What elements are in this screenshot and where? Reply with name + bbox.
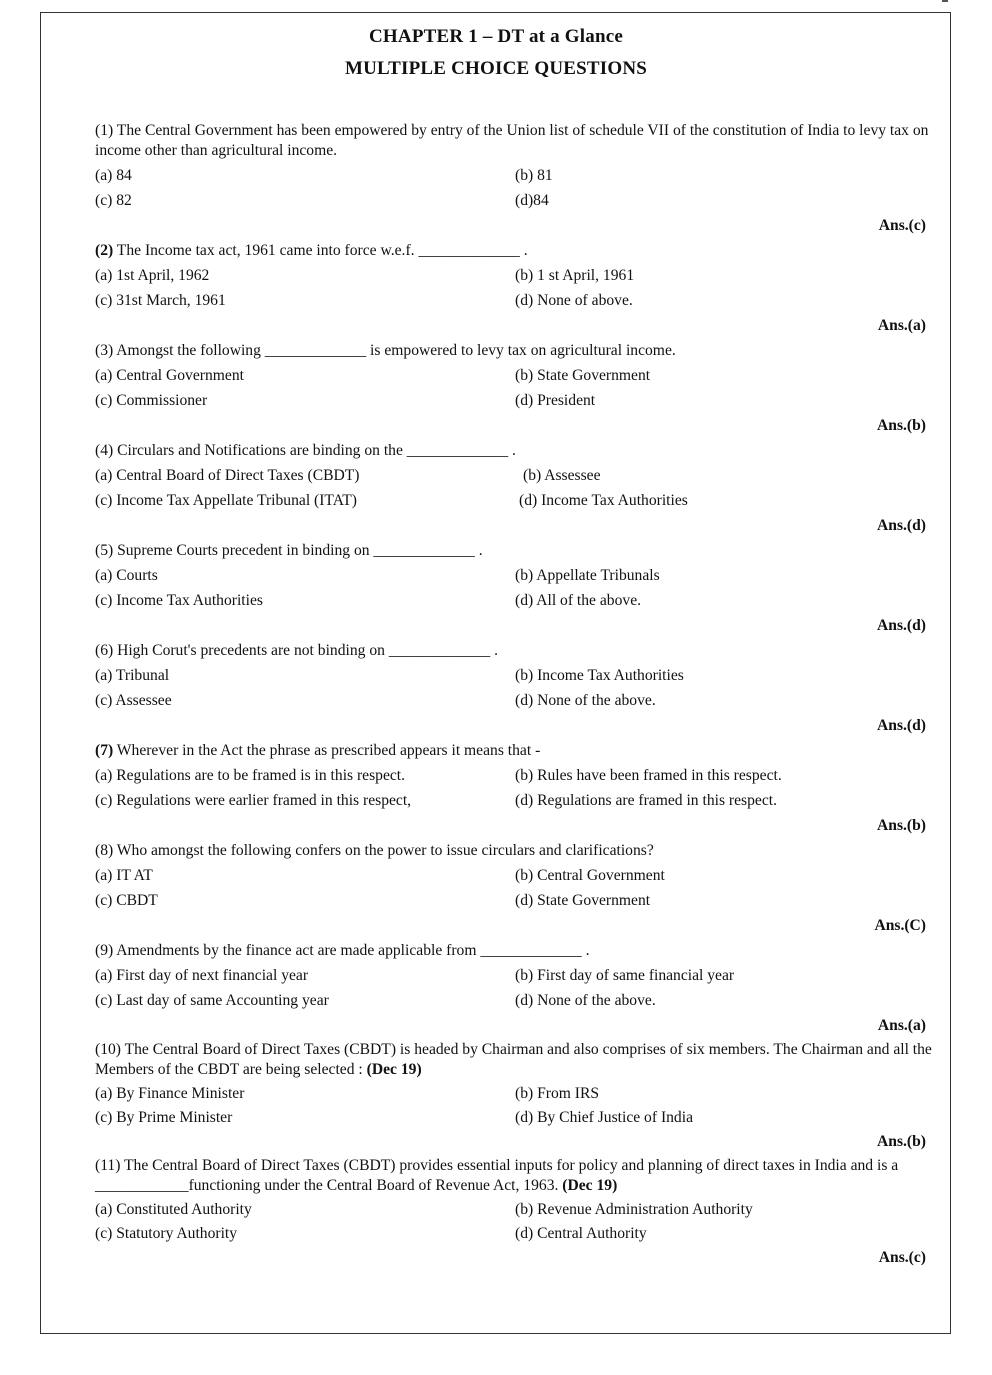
q7-number: (7)	[95, 742, 114, 759]
question-2-text	[95, 241, 935, 261]
q10-option-d: (d) By Chief Justice of India	[515, 1109, 693, 1126]
q7-option-b: (b) Rules have been framed in this respect.	[515, 767, 782, 784]
q5-option-c: (c) Income Tax Authorities	[95, 592, 263, 609]
q4-option-a: (a) Central Board of Direct Taxes (CBDT)	[95, 467, 360, 484]
question-9-text: (9) Amendments by the finance act are made applicable from _____________ .	[95, 942, 590, 959]
q10-body: (10) The Central Board of Direct Taxes (CBDT) is headed by Chairman and also comprises of six members. The Chairman and all the Members of the CBDT are being selected :	[95, 1041, 932, 1078]
q2-number: (2)	[95, 242, 114, 259]
q2-option-c: (c) 31st March, 1961	[95, 292, 226, 309]
q11-option-b: (b) Revenue Administration Authority	[515, 1201, 753, 1218]
q11-option-d: (d) Central Authority	[515, 1225, 647, 1242]
q11-tag: (Dec 19)	[562, 1177, 618, 1194]
page-border	[40, 12, 951, 1334]
q9-option-d: (d) None of the above.	[515, 992, 656, 1009]
q6-option-b: (b) Income Tax Authorities	[515, 667, 684, 684]
q6-option-d: (d) None of the above.	[515, 692, 656, 709]
question-6-text: (6) High Corut's precedents are not binding on _____________ .	[95, 642, 498, 659]
section-subtitle: MULTIPLE CHOICE QUESTIONS	[344, 58, 648, 79]
q6-option-a: (a) Tribunal	[95, 667, 170, 684]
q5-option-b: (b) Appellate Tribunals	[515, 567, 660, 584]
q9-option-a: (a) First day of next financial year	[95, 967, 309, 984]
q9-option-b: (b) First day of same financial year	[515, 967, 735, 984]
q7-option-d: (d) Regulations are framed in this respect.	[515, 792, 777, 809]
question-10-text	[95, 1040, 935, 1080]
question-4-text: (4) Circulars and Notifications are binding on the _____________ .	[95, 442, 516, 459]
q8-option-d: (d) State Government	[515, 892, 651, 909]
q10-option-c: (c) By Prime Minister	[95, 1109, 233, 1126]
q8-option-c: (c) CBDT	[95, 892, 158, 909]
q1-option-d: (d)84	[515, 192, 549, 209]
q9-answer: Ans.(a)	[877, 1017, 926, 1034]
q11-option-a: (a) Constituted Authority	[95, 1201, 252, 1218]
q2-option-b: (b) 1 st April, 1961	[515, 267, 635, 284]
q11-answer: Ans.(c)	[878, 1249, 926, 1266]
q6-option-c: (c) Assessee	[95, 692, 172, 709]
q3-option-a: (a) Central Government	[95, 367, 244, 384]
q4-option-c: (c) Income Tax Appellate Tribunal (ITAT)	[95, 492, 357, 509]
question-5-text: (5) Supreme Courts precedent in binding on _____________ .	[95, 542, 483, 559]
corner-mark	[942, 0, 948, 2]
q1-answer: Ans.(c)	[878, 217, 926, 234]
q2-answer: Ans.(a)	[877, 317, 926, 334]
q6-answer: Ans.(d)	[877, 717, 926, 734]
question-7-text	[95, 741, 935, 761]
q11-body: (11) The Central Board of Direct Taxes (CBDT) provides essential inputs for policy and planning of direct taxes in India and is a ____________functioning under the Central Board of Revenue Act, 1963.	[95, 1157, 899, 1194]
q5-option-d: (d) All of the above.	[515, 592, 642, 609]
q1-option-b: (b) 81	[515, 167, 553, 184]
q2-option-a: (a) 1st April, 1962	[95, 267, 210, 284]
q7-option-c: (c) Regulations were earlier framed in this respect,	[95, 792, 412, 809]
q8-answer: Ans.(C)	[874, 917, 926, 934]
question-1-text: (1) The Central Government has been empowered by entry of the Union list of schedule VII of the constitution of India to levy tax on income other than agricultural income.	[95, 122, 929, 159]
chapter-title: CHAPTER 1 – DT at a Glance	[369, 26, 623, 47]
q10-option-b: (b) From IRS	[515, 1085, 600, 1102]
q7-option-a: (a) Regulations are to be framed is in this respect.	[95, 767, 406, 784]
q4-answer: Ans.(d)	[877, 517, 926, 534]
q4-option-b: (b) Assessee	[523, 467, 601, 484]
q1-option-a: (a) 84	[95, 167, 132, 184]
q10-tag: (Dec 19)	[366, 1061, 422, 1078]
q3-option-d: (d) President	[515, 392, 596, 409]
question-11-text	[95, 1156, 935, 1196]
q3-option-b: (b) State Government	[515, 367, 651, 384]
q3-option-c: (c) Commissioner	[95, 392, 208, 409]
q5-option-a: (a) Courts	[95, 567, 158, 584]
question-8-text: (8) Who amongst the following confers on the power to issue circulars and clarifications?	[95, 842, 654, 859]
q10-answer: Ans.(b)	[877, 1133, 926, 1150]
q3-answer: Ans.(b)	[877, 417, 926, 434]
q7-answer: Ans.(b)	[877, 817, 926, 834]
q2-body: The Income tax act, 1961 came into force w.e.f. _____________ .	[113, 242, 528, 259]
question-3-text: (3) Amongst the following _____________ is empowered to levy tax on agricultural income.	[95, 342, 676, 359]
q4-option-d: (d) Income Tax Authorities	[519, 492, 688, 509]
q9-option-c: (c) Last day of same Accounting year	[95, 992, 329, 1009]
q7-body: Wherever in the Act the phrase as prescribed appears it means that -	[113, 742, 541, 759]
q5-answer: Ans.(d)	[877, 617, 926, 634]
q11-option-c: (c) Statutory Authority	[95, 1225, 238, 1242]
q8-option-b: (b) Central Government	[515, 867, 665, 884]
q2-option-d: (d) None of above.	[515, 292, 633, 309]
q8-option-a: (a) IT AT	[95, 867, 153, 884]
q1-option-c: (c) 82	[95, 192, 132, 209]
q10-option-a: (a) By Finance Minister	[95, 1085, 245, 1102]
